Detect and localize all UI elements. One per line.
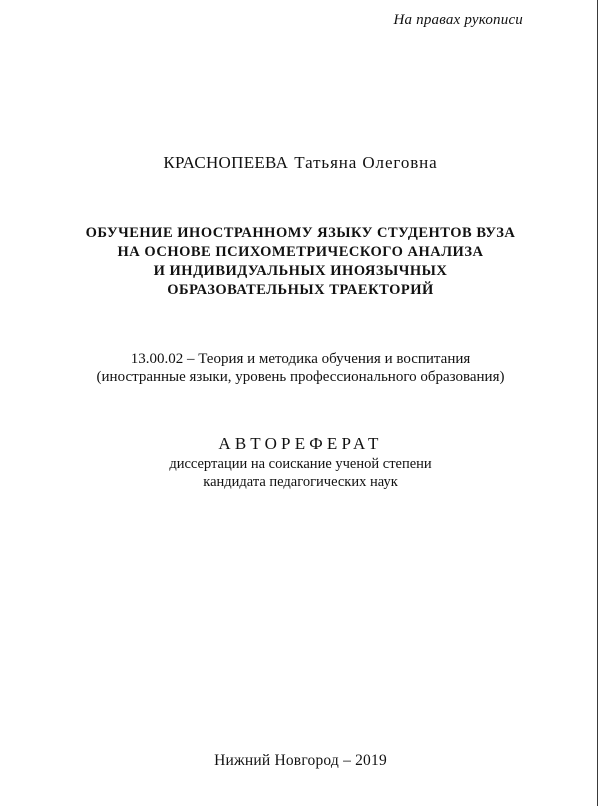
specialty-block <box>0 350 601 386</box>
purpose-line: диссертации на соискание ученой степени <box>169 456 432 472</box>
title-line: И ИНДИВИДУАЛЬНЫХ ИНОЯЗЫЧНЫХ <box>153 263 448 279</box>
dissertation-title <box>0 224 601 300</box>
title-line: ОБУЧЕНИЕ ИНОСТРАННОМУ ЯЗЫКУ СТУДЕНТОВ ВУЗА <box>85 225 516 241</box>
author-surname: КРАСНОПЕЕВА <box>163 153 289 172</box>
rights-note: На правах рукописи <box>393 12 523 28</box>
title-line: НА ОСНОВЕ ПСИХОМЕТРИЧЕСКОГО АНАЛИЗА <box>117 244 484 260</box>
degree-purpose <box>0 455 601 491</box>
author-name <box>0 153 601 173</box>
purpose-line: кандидата педагогических наук <box>203 474 398 490</box>
place-and-year: Нижний Новгород – 2019 <box>214 752 387 769</box>
author-given-names: Татьяна Олеговна <box>294 153 438 172</box>
page-edge-line <box>597 0 598 806</box>
title-line: ОБРАЗОВАТЕЛЬНЫХ ТРАЕКТОРИЙ <box>167 282 434 298</box>
specialty-code-line: 13.00.02 – Теория и методика обучения и воспитания <box>130 351 471 367</box>
specialty-detail-line: (иностранные языки, уровень профессионального образования) <box>96 369 505 385</box>
document-type: АВТОРЕФЕРАТ <box>218 434 383 453</box>
